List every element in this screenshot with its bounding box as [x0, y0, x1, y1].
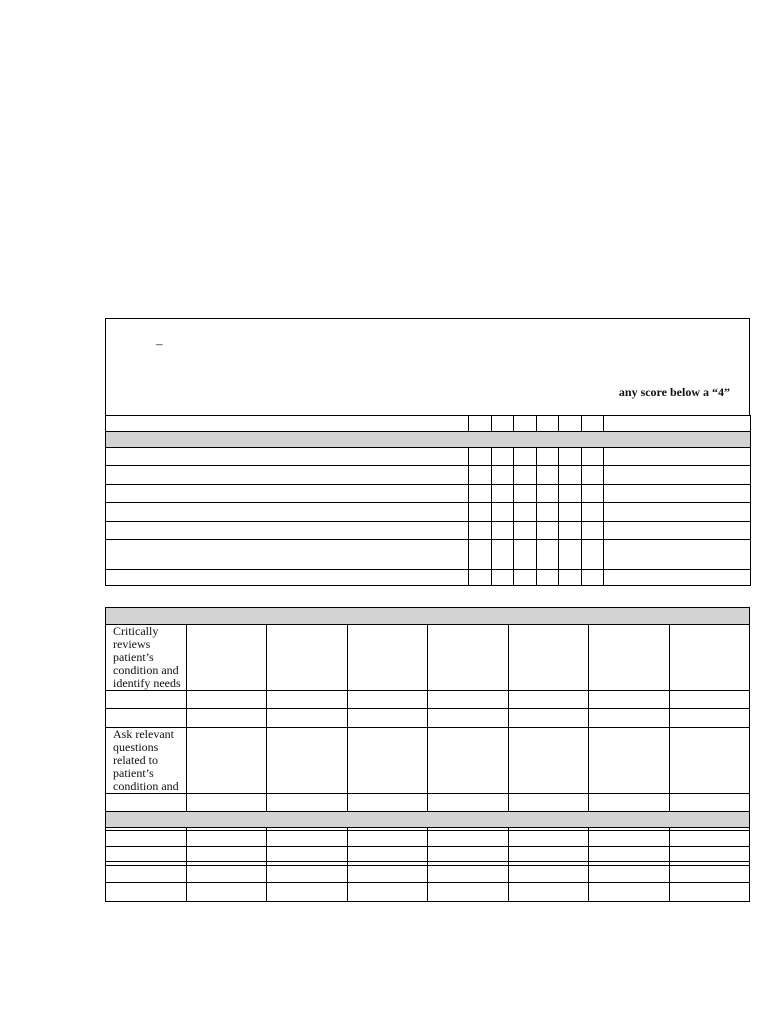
score-cell[interactable]: [514, 503, 537, 522]
table-row: [106, 570, 751, 586]
score-cell[interactable]: [347, 728, 428, 794]
score-cell[interactable]: [536, 540, 559, 570]
score-cell[interactable]: [469, 466, 492, 485]
header-dash: –: [156, 336, 163, 351]
score-cell[interactable]: [491, 503, 514, 522]
score-cell[interactable]: [469, 540, 492, 570]
score-cell[interactable]: [581, 540, 604, 570]
criteria-cell: Ask relevant questions related to patient’s condition and: [106, 728, 187, 794]
score-cell[interactable]: [186, 883, 267, 902]
criteria-cell: [106, 709, 187, 728]
table-row: [106, 625, 750, 691]
comment-cell[interactable]: [669, 625, 750, 691]
score-cell[interactable]: [469, 570, 492, 586]
score-cell[interactable]: [186, 691, 267, 709]
score-cell[interactable]: [536, 448, 559, 466]
score-cell[interactable]: [581, 416, 604, 432]
score-cell[interactable]: [581, 570, 604, 586]
score-cell[interactable]: [469, 503, 492, 522]
score-cell[interactable]: [514, 570, 537, 586]
score-cell[interactable]: [428, 883, 509, 902]
score-cell[interactable]: [491, 448, 514, 466]
section-heading-cell: [106, 812, 750, 828]
score-cell[interactable]: [589, 709, 670, 728]
score-cell[interactable]: [267, 709, 348, 728]
table-row: [106, 847, 750, 866]
score-cell[interactable]: [428, 866, 509, 883]
score-cell[interactable]: [589, 883, 670, 902]
comment-cell[interactable]: [669, 794, 750, 813]
score-cell[interactable]: [589, 866, 670, 883]
score-cell[interactable]: [508, 709, 589, 728]
score-cell[interactable]: [469, 522, 492, 540]
score-cell[interactable]: [536, 570, 559, 586]
comment-cell[interactable]: [604, 522, 751, 540]
comment-cell[interactable]: [604, 485, 751, 503]
criteria-cell: [106, 691, 187, 709]
evaluation-table-3: [105, 811, 750, 902]
comment-cell[interactable]: [604, 503, 751, 522]
score-cell[interactable]: [186, 828, 267, 847]
score-cell[interactable]: [508, 728, 589, 794]
comment-cell[interactable]: [604, 416, 751, 432]
score-cell[interactable]: [514, 522, 537, 540]
header-note: any score below a “4”: [618, 385, 730, 399]
table-row: [106, 485, 751, 503]
comment-cell[interactable]: [604, 570, 751, 586]
score-cell[interactable]: [559, 522, 582, 540]
table-row: [106, 540, 751, 570]
score-cell[interactable]: [186, 794, 267, 813]
criteria-cell: [106, 847, 187, 866]
criteria-cell: [106, 866, 187, 883]
score-cell[interactable]: [536, 466, 559, 485]
score-cell[interactable]: [347, 828, 428, 847]
score-cell[interactable]: [186, 847, 267, 866]
comment-cell[interactable]: [604, 540, 751, 570]
criteria-cell: [106, 794, 187, 813]
score-cell[interactable]: [559, 416, 582, 432]
score-cell[interactable]: [536, 416, 559, 432]
criteria-cell: [106, 828, 187, 847]
form-header: [105, 318, 750, 415]
criteria-cell: [106, 466, 469, 485]
score-cell[interactable]: [514, 540, 537, 570]
table-row: [106, 828, 750, 847]
comment-cell[interactable]: [669, 866, 750, 883]
score-cell[interactable]: [267, 691, 348, 709]
score-cell[interactable]: [589, 847, 670, 866]
table-row: [106, 728, 750, 794]
criteria-cell: [106, 522, 469, 540]
score-cell[interactable]: [186, 709, 267, 728]
score-cell[interactable]: [514, 416, 537, 432]
score-cell[interactable]: [589, 794, 670, 813]
score-cell[interactable]: [428, 625, 509, 691]
score-cell[interactable]: [514, 485, 537, 503]
score-cell[interactable]: [536, 485, 559, 503]
table-row: [106, 794, 750, 813]
comment-cell[interactable]: [669, 728, 750, 794]
score-cell[interactable]: [559, 485, 582, 503]
section-1-heading-row: [106, 432, 751, 448]
score-cell[interactable]: [589, 728, 670, 794]
comment-cell[interactable]: [669, 883, 750, 902]
score-cell[interactable]: [469, 485, 492, 503]
score-cell[interactable]: [267, 625, 348, 691]
score-cell[interactable]: [589, 625, 670, 691]
score-cell[interactable]: [508, 625, 589, 691]
score-cell[interactable]: [508, 691, 589, 709]
section-3-heading-row: [106, 812, 750, 828]
table-row: [106, 448, 751, 466]
score-cell[interactable]: [581, 466, 604, 485]
score-cell[interactable]: [514, 466, 537, 485]
score-cell[interactable]: [559, 540, 582, 570]
table-row: [106, 866, 750, 883]
score-cell[interactable]: [491, 416, 514, 432]
criteria-cell: [106, 503, 469, 522]
score-cell[interactable]: [491, 540, 514, 570]
section-2-heading-row: [106, 608, 750, 625]
criteria-cell: [106, 485, 469, 503]
score-cell[interactable]: [347, 691, 428, 709]
score-cell[interactable]: [347, 847, 428, 866]
comment-cell[interactable]: [669, 847, 750, 866]
criteria-cell: [106, 883, 187, 902]
score-cell[interactable]: [428, 728, 509, 794]
score-cell[interactable]: [508, 847, 589, 866]
score-cell[interactable]: [491, 570, 514, 586]
section-heading-cell: [106, 608, 750, 625]
score-cell[interactable]: [186, 866, 267, 883]
score-cell[interactable]: [508, 828, 589, 847]
score-cell[interactable]: [267, 866, 348, 883]
comment-cell[interactable]: [669, 691, 750, 709]
score-cell[interactable]: [491, 485, 514, 503]
score-cell[interactable]: [428, 691, 509, 709]
score-cell[interactable]: [347, 794, 428, 813]
comment-cell[interactable]: [604, 466, 751, 485]
criteria-cell: Critically reviews patient’s condition and identify needs: [106, 625, 187, 691]
score-cell[interactable]: [581, 503, 604, 522]
comment-cell[interactable]: [669, 828, 750, 847]
score-cell[interactable]: [267, 847, 348, 866]
score-cell[interactable]: [536, 503, 559, 522]
score-cell[interactable]: [428, 709, 509, 728]
score-cell[interactable]: [186, 728, 267, 794]
table-row: [106, 691, 750, 709]
score-cell[interactable]: [267, 728, 348, 794]
score-cell[interactable]: [559, 503, 582, 522]
score-cell[interactable]: [581, 448, 604, 466]
score-cell[interactable]: [347, 866, 428, 883]
score-cell[interactable]: [559, 466, 582, 485]
criteria-cell: [106, 540, 469, 570]
score-cell[interactable]: [347, 883, 428, 902]
criteria-cell: [106, 570, 469, 586]
score-cell[interactable]: [267, 794, 348, 813]
score-cell[interactable]: [428, 828, 509, 847]
score-cell[interactable]: [514, 448, 537, 466]
score-cell[interactable]: [491, 522, 514, 540]
score-cell[interactable]: [267, 828, 348, 847]
evaluation-table-1: [105, 415, 751, 586]
score-cell[interactable]: [469, 416, 492, 432]
comment-cell[interactable]: [604, 448, 751, 466]
score-cell[interactable]: [267, 883, 348, 902]
score-cell[interactable]: [347, 625, 428, 691]
score-cell[interactable]: [581, 485, 604, 503]
score-cell[interactable]: [589, 828, 670, 847]
comment-cell[interactable]: [669, 709, 750, 728]
score-cell[interactable]: [469, 448, 492, 466]
score-cell[interactable]: [508, 866, 589, 883]
score-cell[interactable]: [428, 794, 509, 813]
score-cell[interactable]: [508, 794, 589, 813]
score-cell[interactable]: [491, 466, 514, 485]
table-row: [106, 709, 750, 728]
score-cell[interactable]: [589, 691, 670, 709]
table-row: [106, 466, 751, 485]
table-column-header-row: [106, 416, 751, 432]
score-cell[interactable]: [347, 709, 428, 728]
score-cell[interactable]: [581, 522, 604, 540]
score-cell[interactable]: [559, 448, 582, 466]
score-cell[interactable]: [428, 847, 509, 866]
table-row: [106, 522, 751, 540]
criteria-cell: [106, 448, 469, 466]
table-row: [106, 503, 751, 522]
score-cell[interactable]: [508, 883, 589, 902]
score-cell[interactable]: [559, 570, 582, 586]
criteria-header-cell: [106, 416, 469, 432]
table-row: [106, 883, 750, 902]
score-cell[interactable]: [536, 522, 559, 540]
section-heading-cell: [106, 432, 751, 448]
score-cell[interactable]: [186, 625, 267, 691]
